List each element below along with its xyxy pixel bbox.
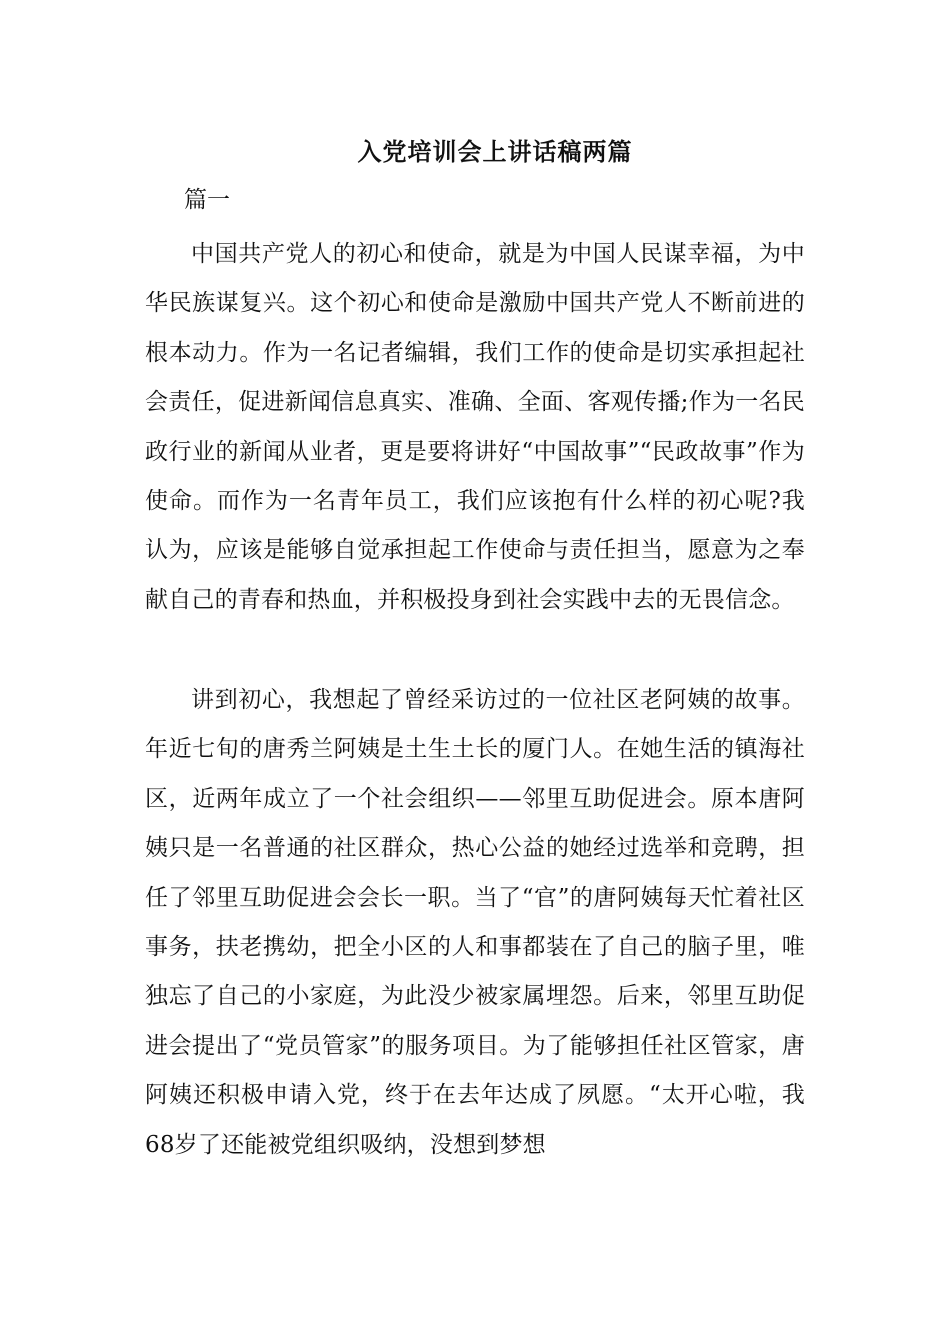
paragraph-2: 讲到初心，我想起了曾经采访过的一位社区老阿姨的故事。年近七旬的唐秀兰阿姨是土生土长的厦门人。在她生活的镇海社区，近两年成立了一个社会组织——邻里互助促进会。原本唐阿姨只是一名普通的社区群众，热心公益的她经过选举和竞聘，担任了邻里互助促进会会长一职。当了“官”的唐阿姨每天忙着社区事务，扶老携幼，把全小区的人和事都装在了自己的脑子里，唯独忘了自己的小家庭，为此没少被家属埋怨。后来，邻里互助促进会提出了“党员管家”的服务项目。为了能够担任社区管家，唐阿姨还积极申请入党，终于在去年达成了夙愿。“太开心啦，我68岁了还能被党组织吸纳，没想到梦想 xyxy=(145,687,805,1158)
paragraph-1: 中国共产党人的初心和使命，就是为中国人民谋幸福，为中华民族谋复兴。这个初心和使命是激励中国共产党人不断前进的根本动力。作为一名记者编辑，我们工作的使命是切实承担起社会责任，促进新闻信息真实、准确、全面、客观传播;作为一名民政行业的新闻从业者，更是要将讲好“中国故事”“民政故事”作为使命。而作为一名青年员工，我们应该抱有什么样的初心呢?我认为，应该是能够自觉承担起工作使命与责任担当，愿意为之奉献自己的青春和热血，并积极投身到社会实践中去的无畏信念。 xyxy=(145,241,805,613)
section-label: 篇一 xyxy=(184,187,230,213)
document-title: 入党培训会上讲话稿两篇 xyxy=(357,137,633,166)
